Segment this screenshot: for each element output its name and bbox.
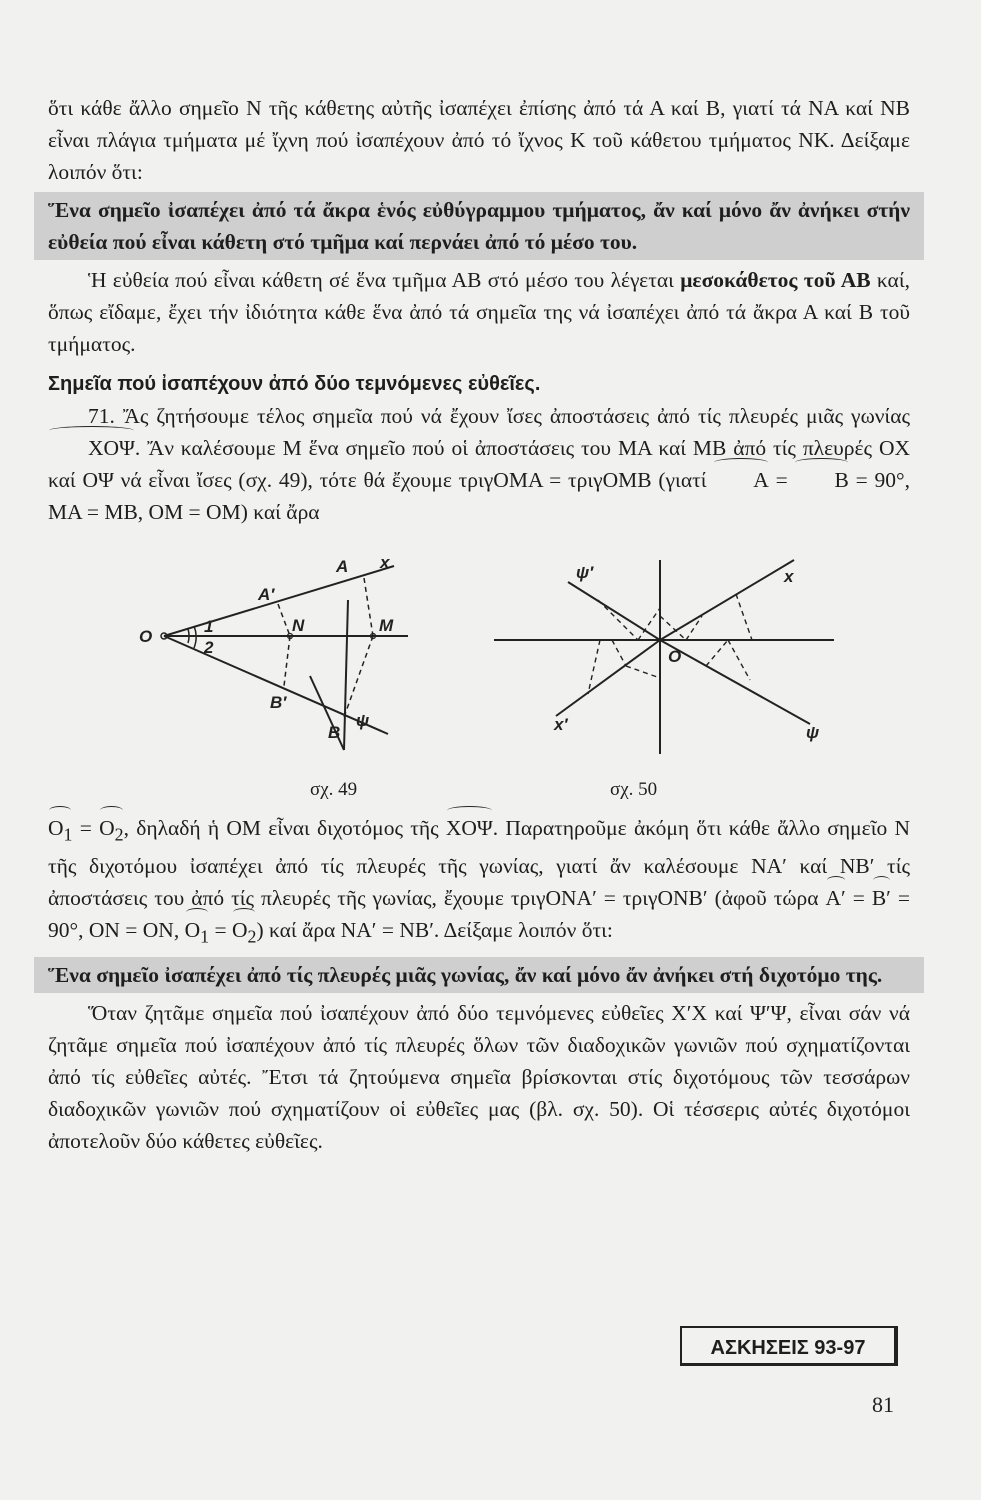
- label-psi1: ψ′: [576, 563, 594, 582]
- label-b1: B′: [270, 693, 287, 712]
- ray-oy: [164, 636, 388, 734]
- exercises-reference: ΑΣΚΗΣΕΙΣ 93-97: [680, 1326, 898, 1366]
- label-o: O: [139, 627, 153, 646]
- text: = 90°, ΜΑ = ΜΒ, ΟΜ = ΟΜ) καί ἄρα: [48, 468, 910, 524]
- text: , δηλαδή ἡ ΟΜ εἶναι διχοτόμος τῆς: [123, 816, 446, 840]
- text: 71. Ἄς ζητήσουμε τέλος σημεῖα πού νά ἔχουν ἴσες ἀποστάσεις ἀπό τίς πλευρές μιᾶς γωνίας: [88, 404, 910, 428]
- line-x: [660, 560, 794, 640]
- caption-fig49: σχ. 49: [310, 779, 358, 800]
- label-a1: A′: [258, 585, 275, 604]
- label-x1: x′: [554, 715, 568, 734]
- paragraph-3: [48, 400, 910, 528]
- text: =: [768, 468, 795, 492]
- text: =: [72, 816, 100, 840]
- page-body: [48, 92, 910, 1157]
- angle-o2: [99, 812, 123, 850]
- text: Ο: [99, 816, 115, 840]
- label-x: x: [380, 553, 390, 572]
- label-m: M: [379, 616, 394, 635]
- text: ) καί ἄρα ΝΑ′ = ΝΒ′. Δείξαμε λοιπόν ὅτι:: [256, 918, 613, 943]
- paragraph-5: Ὅταν ζητᾶμε σημεῖα πού ἰσαπέχουν ἀπό δύο τεμνόμενες εὐθεῖες Χ′Χ καί Ψ′Ψ, εἶναι σάν νά ζητᾶμε σημεῖα πού ἰσαπέχουν ἀπό τίς πλευρές ὅλων τῶν διαδοχικῶν γωνιῶν πού σχηματίζονται ἀπό τίς εὐθεῖες αὐτές. Ἔτσι τά ζητούμενα σημεῖα βρίσκονται στίς διχοτόμους τῶν τεσσάρων διαδοχικῶν γωνιῶν πού σχηματίζουν οἱ εὐθεῖες μας (βλ. σχ. 50). Οἱ τέσσερις αὐτές διχοτόμοι ἀποτελοῦν δύο κάθετες εὐθεῖες.: [48, 1000, 910, 1153]
- figure-50: [488, 538, 908, 768]
- line-x1: [556, 640, 660, 716]
- text: . Παρατηροῦμε ἀκόμη ὅτι κάθε ἄλλο σημεῖο Ν τῆς διχοτόμου ἰσαπέχει ἀπό τίς πλευρές τῆς γωνίας, γιατί ἄν καλέσουμε ΝΑ′ καί ΝΒ′ τίς ἀποστάσεις του ἀπό τίς πλευρές τῆς γωνίας, ἔχουμε τριγΟΝΑ′ = τριγΟΝΒ′ (ἀφοῦ τώρα: [48, 816, 910, 911]
- theorem-angle-bisector: Ἕνα σημεῖο ἰσαπέχει ἀπό τίς πλευρές μιᾶς γωνίας, ἄν καί μόνο ἄν ἀνήκει στή διχοτόμο της.: [34, 957, 924, 993]
- caption-fig50: σχ. 50: [610, 779, 658, 800]
- angle-a: Α: [713, 464, 769, 496]
- angle-b1: Β′: [872, 882, 891, 914]
- ray-ox: [164, 566, 394, 636]
- subscript: 1: [63, 824, 73, 845]
- text: = 90°, ΟΝ = ΟΝ,: [48, 886, 910, 943]
- dash-nb1: [284, 636, 290, 686]
- text: Ἡ εὐθεία πού εἶναι κάθετη σέ ἕνα τμῆμα ΑΒ στό μέσο του λέγεται: [88, 268, 681, 292]
- label-psi: ψ: [356, 711, 370, 730]
- paragraph-2: [48, 264, 910, 360]
- figures-row: [48, 538, 910, 800]
- theorem-perpendicular-bisector: Ἕνα σημεῖο ἰσαπέχει ἀπό τά ἄκρα ἑνός εὐθύγραμμου τμήματος, ἄν καί μόνο ἄν ἀνήκει στήν εὐθεία πού εἶναι κάθετη στό τμῆμα καί περνάει ἀπό τό μέσο του.: [34, 192, 924, 260]
- label-b: B: [328, 723, 341, 742]
- angle-o1: [185, 914, 209, 952]
- angle-xoy: ΧΟΨ: [446, 812, 493, 844]
- page-number: 81: [872, 1392, 894, 1417]
- line-ab: [344, 600, 348, 750]
- label-x: x: [784, 567, 794, 586]
- text: καί, ὅπως εἴδαμε, ἔχει τήν ἰδιότητα κάθε ἕνα ἀπό τά σημεῖα της νά ἰσαπέχει ἀπό τά ἄκρα Α καί Β τοῦ τμήματος.: [48, 268, 910, 356]
- label-o: O: [668, 647, 682, 666]
- label-n: N: [292, 616, 305, 635]
- subscript: 1: [200, 926, 210, 947]
- angle-o2: [232, 914, 256, 952]
- label-a: A: [336, 557, 349, 576]
- text: Ο: [231, 918, 248, 943]
- angle-o1: [48, 812, 72, 850]
- line-psi1: [568, 582, 660, 640]
- section-title: Σημεῖα πού ἰσαπέχουν ἀπό δύο τεμνόμενες εὐθεῖες.: [48, 373, 541, 395]
- subscript: 2: [247, 926, 257, 947]
- angle-xoy: ΧΟΨ: [48, 432, 135, 464]
- figure-49: [48, 538, 448, 768]
- subscript: 2: [114, 824, 124, 845]
- paragraph-4: [48, 812, 910, 953]
- dash-ma: [364, 578, 373, 636]
- label-psi: ψ: [806, 723, 820, 742]
- dash-na1: [278, 604, 290, 636]
- paragraph-1: ὅτι κάθε ἄλλο σημεῖο Ν τῆς κάθετης αὐτῆς ἰσαπέχει ἐπίσης ἀπό τά Α καί Β, γιατί τά ΝΑ καί ΝΒ εἶναι πλάγια τμήματα μέ ἴχνη πού ἰσαπέχουν ἀπό τό ἴχνος Κ τοῦ κάθετου τμήματος ΝΚ. Δείξαμε λοιπόν ὅτι:: [48, 96, 910, 184]
- angle-a1: Α′: [826, 882, 846, 914]
- text: Ο: [184, 918, 201, 943]
- text: . Ἄν καλέσουμε Μ ἕνα σημεῖο πού οἱ ἀποστάσεις του ΜΑ καί ΜΒ ἀπό τίς πλευρές ΟΧ καί ΟΨ νά εἶναι ἴσες (σχ. 49), τότε θά ἔχουμε τριγΟΜΑ = τριγΟΜΒ (γιατί: [48, 436, 910, 492]
- label-2: 2: [204, 638, 214, 657]
- label-1: 1: [204, 617, 214, 636]
- text: =: [209, 918, 232, 943]
- angle-b: Β: [794, 464, 848, 496]
- text: =: [845, 886, 872, 911]
- line-psi: [660, 640, 810, 724]
- text: Ο: [48, 816, 64, 840]
- term-perpendicular-bisector: μεσοκάθετος τοῦ ΑΒ: [680, 268, 871, 292]
